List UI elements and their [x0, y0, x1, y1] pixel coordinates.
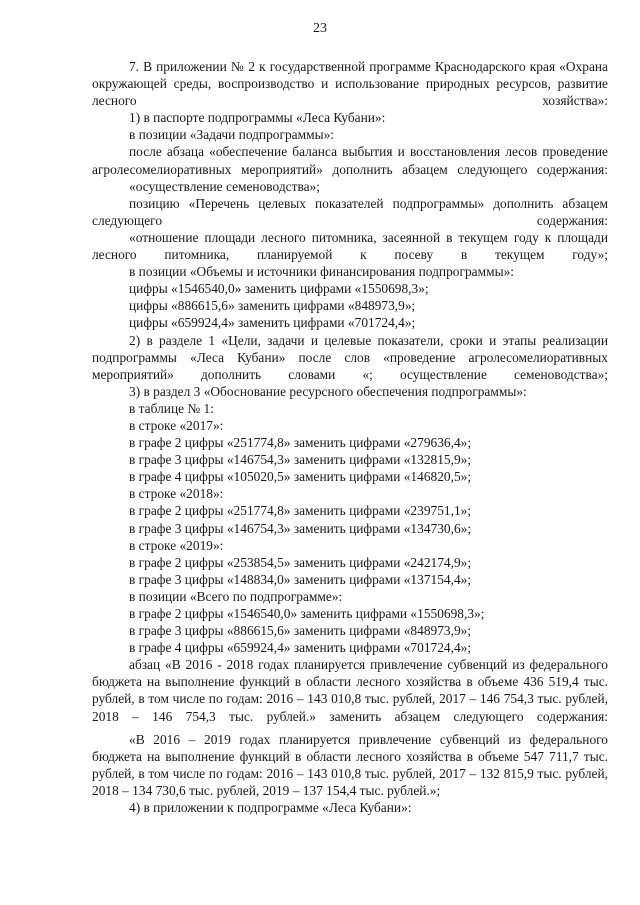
- paragraph: в графе 2 цифры «1546540,0» заменить цифрами «1550698,3»;: [129, 606, 485, 621]
- paragraph: в позиции «Объемы и источники финансирования подпрограммы»:: [129, 264, 514, 280]
- paragraph: цифры «1546540,0» заменить цифрами «1550698,3»;: [129, 281, 429, 297]
- paragraph: в позиции «Всего по подпрограмме»:: [129, 588, 343, 604]
- paragraph: в графе 2 цифры «253854,5» заменить цифрами «242174,9»;: [129, 554, 472, 570]
- paragraph: в графе 2 цифры «251774,8» заменить цифрами «239751,1»;: [129, 503, 472, 519]
- paragraph: в графе 3 цифры «146754,3» заменить цифрами «132815,9»;: [129, 452, 472, 468]
- paragraph: в таблице № 1:: [129, 400, 214, 416]
- paragraph: 7. В приложении № 2 к государственной программе Краснодарского края «Охрана окружающей среды, воспроизводство и использование природных ресурсов, развитие лесного хозяйства»:: [92, 59, 608, 109]
- document-body: [92, 58, 608, 816]
- paragraph: 2) в разделе 1 «Цели, задачи и целевые показатели, сроки и этапы реализации подпрограммы «Леса Кубани» после слов «проведение агролесомелиоративных мероприятий» дополнить словами «; осуществление семеноводства»;: [92, 332, 608, 382]
- paragraph: в графе 4 цифры «659924,4» заменить цифрами «701724,4»;: [129, 640, 472, 656]
- paragraph: в строке «2017»:: [129, 417, 224, 433]
- paragraph: в позиции «Задачи подпрограммы»:: [129, 127, 334, 143]
- paragraph: 1) в паспорте подпрограммы «Леса Кубани»:: [129, 110, 386, 126]
- paragraph: 4) в приложении к подпрограмме «Леса Кубани»:: [129, 800, 412, 816]
- paragraph: «осуществление семеноводства»;: [129, 178, 320, 194]
- paragraph: позицию «Перечень целевых показателей подпрограммы» дополнить абзацем следующего содержания:: [92, 195, 608, 228]
- page-number: 23: [313, 21, 327, 36]
- paragraph: в строке «2018»:: [129, 486, 224, 502]
- paragraph: в строке «2019»:: [129, 537, 224, 553]
- paragraph: 3) в раздел 3 «Обоснование ресурсного обеспечения подпрограммы»:: [129, 383, 527, 399]
- paragraph: в графе 3 цифры «886615,6» заменить цифрами «848973,9»;: [129, 623, 472, 639]
- paragraph: цифры «659924,4» заменить цифрами «701724,4»;: [129, 315, 416, 331]
- paragraph: после абзаца «обеспечение баланса выбытия и восстановления лесов проведение агролесомелиоративных мероприятий» дополнить абзацем следующего содержания:: [92, 144, 608, 177]
- paragraph: в графе 3 цифры «146754,3» заменить цифрами «134730,6»;: [129, 520, 472, 536]
- paragraph: цифры «886615,6» заменить цифрами «848973,9»;: [129, 298, 416, 314]
- paragraph: «В 2016 – 2019 годах планируется привлечение субвенций из федерального бюджета на выполнение функций в области лесного хозяйства в объеме 547 711,7 тыс. рублей, в том числе по годам: 2016 – 143 010,8 тыс. рублей, 2017 – 132 815,9 тыс. рублей, 2018 – 134 730,6 тыс. рублей, 2019 – 137 154,4 тыс. рублей.»;: [92, 731, 608, 798]
- paragraph: «отношение площади лесного питомника, засеянной в текущем году к площади лесного питомника, планируемой к посеву в текущем году»;: [92, 229, 608, 263]
- paragraph: в графе 2 цифры «251774,8» заменить цифрами «279636,4»;: [129, 435, 472, 451]
- paragraph: абзац «В 2016 - 2018 годах планируется привлечение субвенций из федерального бюджета на выполнение функций в области лесного хозяйства в объеме 436 519,4 тыс. рублей, в том числе по годам: 2016 – 143 010,8 тыс. рублей, 2017 – 146 754,3 тыс. рублей, 2018 – 146 754,3 тыс. рублей.» заменить абзацем следующего содержания:: [92, 657, 608, 724]
- paragraph: в графе 4 цифры «105020,5» заменить цифрами «146820,5»;: [129, 469, 472, 485]
- paragraph: в графе 3 цифры «148834,0» заменить цифрами «137154,4»;: [129, 571, 472, 587]
